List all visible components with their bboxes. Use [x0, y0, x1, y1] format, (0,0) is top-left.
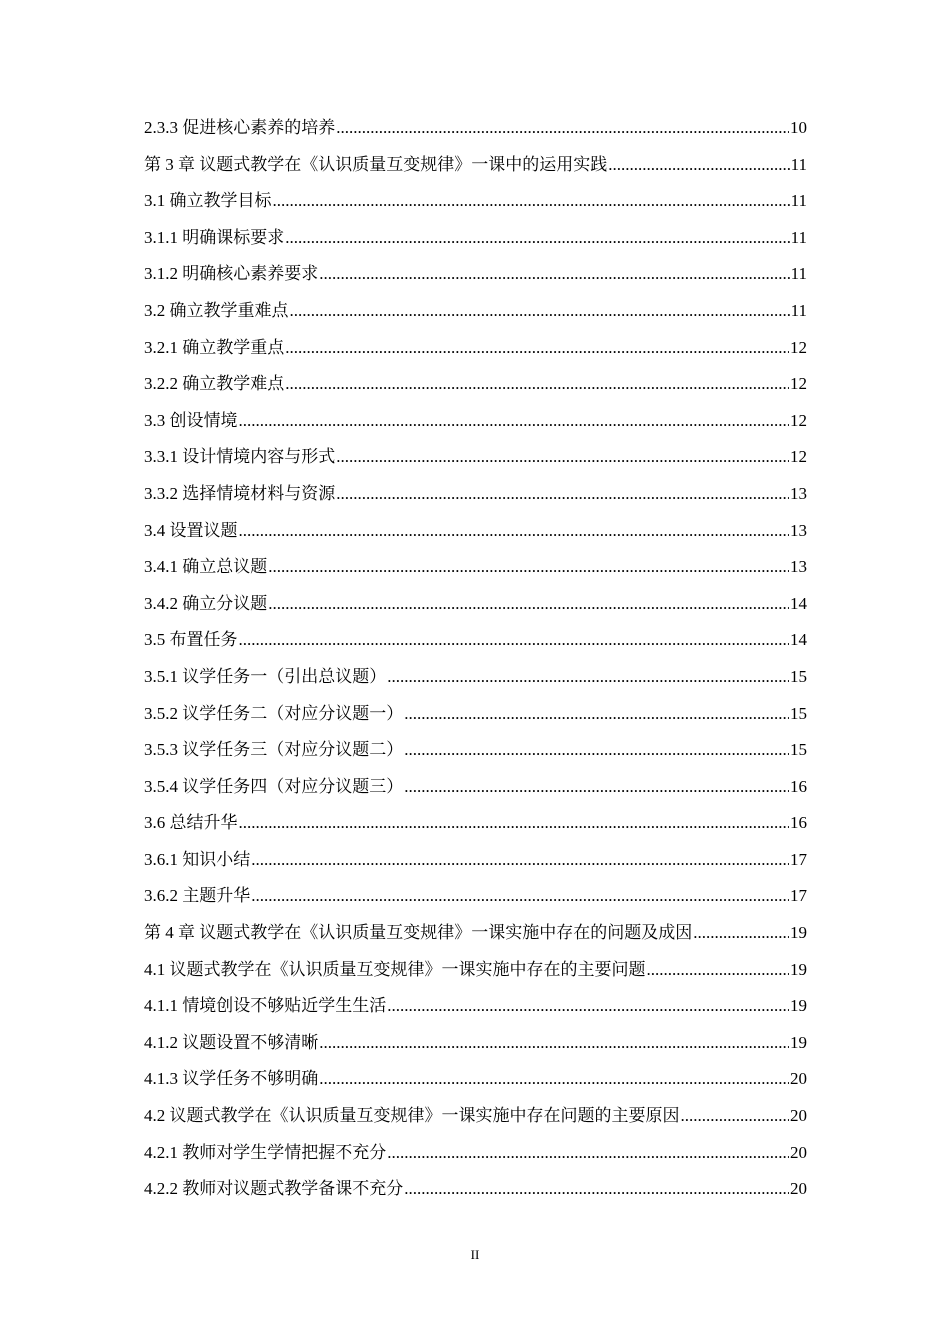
- toc-dot-leader: [336, 110, 789, 147]
- toc-dot-leader: [387, 1135, 789, 1172]
- table-of-contents: [144, 110, 807, 1208]
- toc-entry-title: 3.6.1 知识小结: [144, 849, 251, 869]
- toc-entry-page: 11: [790, 264, 807, 284]
- toc-entry-page: 19: [790, 923, 807, 943]
- toc-dot-leader: [273, 183, 790, 220]
- toc-dot-leader: [251, 842, 789, 879]
- toc-entry: [144, 1061, 807, 1098]
- toc-entry-page: 12: [790, 374, 807, 394]
- toc-entry-title: 3.5.2 议学任务二（对应分议题一）: [144, 703, 404, 723]
- toc-entry-page: 15: [790, 666, 807, 686]
- toc-entry-page: 15: [790, 740, 807, 760]
- toc-entry: [144, 183, 807, 220]
- toc-entry-title: 4.1 议题式教学在《认识质量互变规律》一课实施中存在的主要问题: [144, 959, 646, 979]
- toc-entry-page: 19: [790, 996, 807, 1016]
- toc-entry-page: 20: [790, 1142, 807, 1162]
- toc-entry-title: 3.5.1 议学任务一（引出总议题）: [144, 666, 387, 686]
- toc-entry-page: 11: [790, 154, 807, 174]
- toc-entry: [144, 476, 807, 513]
- toc-dot-leader: [681, 1098, 790, 1135]
- toc-entry: [144, 988, 807, 1025]
- toc-dot-leader: [319, 256, 789, 293]
- toc-entry-page: 14: [790, 593, 807, 613]
- toc-dot-leader: [268, 549, 789, 586]
- toc-entry-title: 第 3 章 议题式教学在《认识质量互变规律》一课中的运用实践: [144, 154, 608, 174]
- toc-entry-page: 10: [790, 118, 807, 137]
- toc-entry: [144, 147, 807, 184]
- toc-entry-page: 20: [790, 1106, 807, 1126]
- toc-entry-title: 3.3.2 选择情境材料与资源: [144, 483, 336, 503]
- toc-entry-title: 3.4 设置议题: [144, 520, 238, 540]
- toc-entry-page: 16: [790, 776, 807, 796]
- toc-entry: [144, 513, 807, 550]
- toc-entry-page: 13: [790, 483, 807, 503]
- toc-dot-leader: [251, 878, 789, 915]
- toc-dot-leader: [404, 696, 789, 733]
- toc-entry: [144, 366, 807, 403]
- toc-dot-leader: [404, 769, 789, 806]
- toc-entry-title: 3.2.2 确立教学难点: [144, 374, 285, 394]
- toc-entry-page: 19: [790, 959, 807, 979]
- toc-entry-page: 13: [790, 520, 807, 540]
- toc-entry-title: 3.1 确立教学目标: [144, 191, 272, 211]
- toc-entry-title: 3.1.1 明确课标要求: [144, 227, 285, 247]
- toc-entry-page: 12: [790, 410, 807, 430]
- toc-entry-page: 12: [790, 447, 807, 467]
- toc-entry: [144, 403, 807, 440]
- toc-entry-title: 3.5 布置任务: [144, 630, 238, 650]
- toc-entry-title: 2.3.3 促进核心素养的培养: [144, 118, 336, 137]
- toc-entry: [144, 805, 807, 842]
- toc-entry-title: 4.1.1 情境创设不够贴近学生生活: [144, 996, 387, 1016]
- toc-dot-leader: [285, 330, 789, 367]
- toc-entry-page: 15: [790, 703, 807, 723]
- toc-entry-page: 20: [790, 1069, 807, 1089]
- toc-entry-page: 11: [790, 300, 807, 320]
- toc-dot-leader: [239, 403, 790, 440]
- toc-entry-page: 17: [790, 849, 807, 869]
- toc-dot-leader: [693, 915, 789, 952]
- toc-entry: [144, 1098, 807, 1135]
- toc-entry-page: 11: [790, 191, 807, 211]
- toc-dot-leader: [285, 366, 789, 403]
- toc-entry-title: 3.5.4 议学任务四（对应分议题三）: [144, 776, 404, 796]
- toc-dot-leader: [268, 586, 789, 623]
- toc-dot-leader: [290, 293, 790, 330]
- toc-entry-title: 3.2 确立教学重难点: [144, 300, 289, 320]
- toc-entry: [144, 915, 807, 952]
- toc-entry-title: 3.6.2 主题升华: [144, 886, 251, 906]
- toc-entry: [144, 110, 807, 147]
- toc-entry: [144, 952, 807, 989]
- page-number-footer: II: [470, 1247, 480, 1262]
- toc-dot-leader: [336, 439, 789, 476]
- toc-entry: [144, 696, 807, 733]
- toc-entry-title: 3.6 总结升华: [144, 813, 238, 833]
- toc-entry-title: 4.2.2 教师对议题式教学备课不充分: [144, 1179, 404, 1199]
- toc-entry-title: 3.4.2 确立分议题: [144, 593, 268, 613]
- toc-entry-page: 13: [790, 557, 807, 577]
- toc-entry-title: 4.1.2 议题设置不够清晰: [144, 1032, 319, 1052]
- toc-entry-title: 3.1.2 明确核心素养要求: [144, 264, 319, 284]
- toc-entry: [144, 732, 807, 769]
- toc-dot-leader: [387, 988, 789, 1025]
- toc-entry: [144, 622, 807, 659]
- toc-entry-title: 4.2 议题式教学在《认识质量互变规律》一课实施中存在问题的主要原因: [144, 1106, 680, 1126]
- toc-entry: [144, 586, 807, 623]
- toc-entry: [144, 769, 807, 806]
- toc-entry: [144, 878, 807, 915]
- toc-entry-page: 12: [790, 337, 807, 357]
- toc-entry: [144, 1025, 807, 1062]
- toc-dot-leader: [239, 513, 790, 550]
- toc-entry-title: 3.4.1 确立总议题: [144, 557, 268, 577]
- toc-entry-page: 20: [790, 1179, 807, 1199]
- toc-entry: [144, 330, 807, 367]
- toc-entry-title: 4.1.3 议学任务不够明确: [144, 1069, 319, 1089]
- toc-entry-title: 3.3.1 设计情境内容与形式: [144, 447, 336, 467]
- toc-entry-page: 14: [790, 630, 807, 650]
- toc-entry: [144, 1171, 807, 1208]
- toc-dot-leader: [319, 1061, 789, 1098]
- toc-entry-title: 3.5.3 议学任务三（对应分议题二）: [144, 740, 404, 760]
- toc-entry: [144, 659, 807, 696]
- toc-dot-leader: [387, 659, 789, 696]
- toc-dot-leader: [336, 476, 789, 513]
- toc-entry-title: 第 4 章 议题式教学在《认识质量互变规律》一课实施中存在的问题及成因: [144, 923, 693, 943]
- toc-entry-page: 16: [790, 813, 807, 833]
- toc-entry: [144, 549, 807, 586]
- toc-entry: [144, 256, 807, 293]
- toc-entry: [144, 1135, 807, 1172]
- toc-entry-title: 3.3 创设情境: [144, 410, 238, 430]
- toc-entry: [144, 220, 807, 257]
- toc-entry: [144, 842, 807, 879]
- toc-entry: [144, 293, 807, 330]
- toc-entry-page: 11: [790, 227, 807, 247]
- toc-dot-leader: [404, 1171, 789, 1208]
- toc-dot-leader: [239, 805, 790, 842]
- toc-dot-leader: [608, 147, 789, 184]
- toc-entry-page: 19: [790, 1032, 807, 1052]
- toc-dot-leader: [285, 220, 789, 257]
- toc-dot-leader: [647, 952, 790, 989]
- toc-dot-leader: [239, 622, 790, 659]
- toc-entry-title: 4.2.1 教师对学生学情把握不充分: [144, 1142, 387, 1162]
- toc-dot-leader: [319, 1025, 789, 1062]
- toc-entry-page: 17: [790, 886, 807, 906]
- toc-dot-leader: [404, 732, 789, 769]
- toc-entry-title: 3.2.1 确立教学重点: [144, 337, 285, 357]
- toc-entry: [144, 439, 807, 476]
